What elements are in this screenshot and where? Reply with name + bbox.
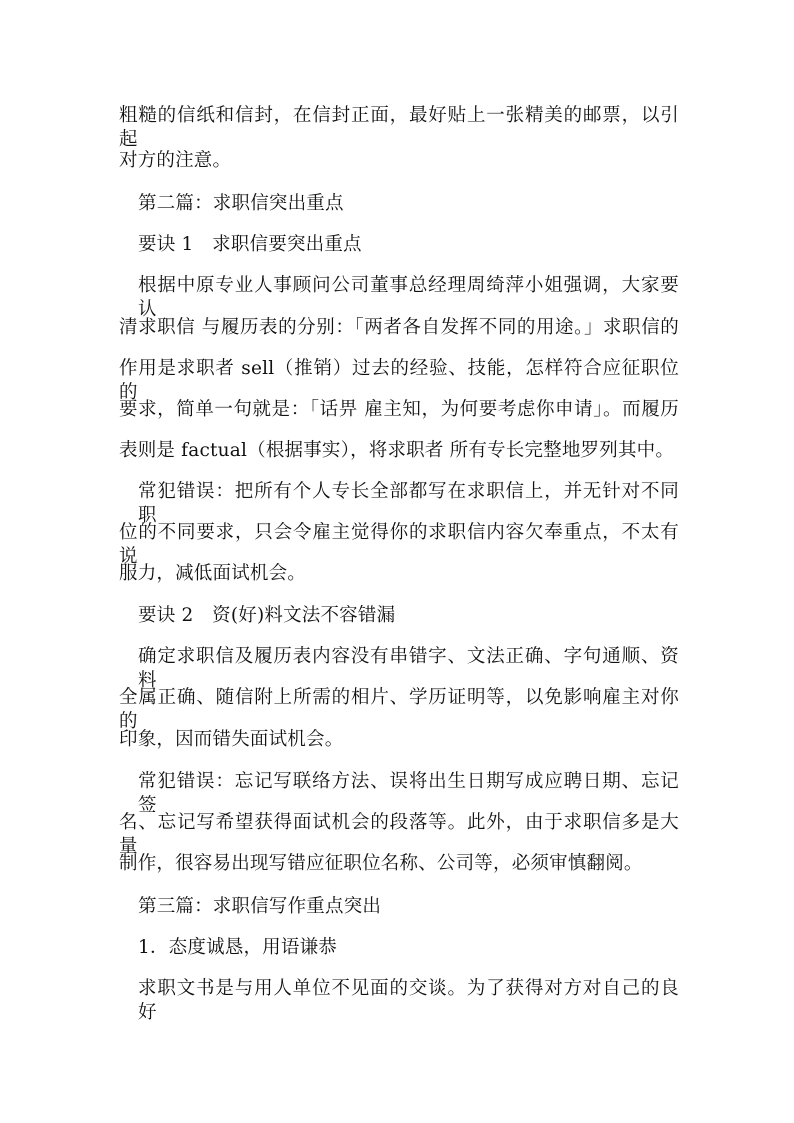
section-heading: 第二篇：求职信突出重点 — [138, 193, 344, 214]
section-heading: 第三篇：求职信写作重点突出 — [138, 896, 382, 917]
body-text-line: 常犯错误：把所有个人专长全部都写在求职信上，并无针对不同职 — [138, 481, 679, 526]
subsection-heading: 要诀 2 资(好)料文法不容错漏 — [138, 605, 396, 626]
body-text-line: 全属正确、随信附上所需的相片、学历证明等，以免影响雇主对你的 — [119, 687, 679, 732]
body-text-line: 根据中原专业人事顾问公司董事总经理周绮萍小姐强调，大家要认 — [138, 275, 679, 320]
body-text-line: 名、忘记写希望获得面试机会的段落等。此外，由于求职信多是大量 — [119, 812, 679, 857]
subsection-heading: 要诀 1 求职信要突出重点 — [138, 234, 362, 255]
list-heading: 1．态度诚恳，用语谦恭 — [138, 937, 337, 958]
body-text-line: 常犯错误：忘记写联络方法、误将出生日期写成应聘日期、忘记签 — [138, 771, 679, 816]
body-text-line: 粗糙的信纸和信封，在信封正面，最好贴上一张精美的邮票，以引起 — [119, 105, 679, 150]
body-text-line: 确定求职信及履历表内容没有串错字、文法正确、字句通顺、资料 — [138, 646, 679, 691]
body-text-line: 作用是求职者 sell（推销）过去的经验、技能，怎样符合应征职位的 — [119, 358, 679, 403]
body-text-line: 表则是 factual（根据事实），将求职者 所有专长完整地罗列其中。 — [119, 440, 675, 461]
body-text-line: 位的不同要求，只会令雇主觉得你的求职信内容欠奉重点，不太有说 — [119, 522, 679, 567]
body-text-line: 清求职信 与履历表的分别：「两者各自发挥不同的用途。」求职信的 — [119, 317, 679, 338]
body-text-line: 对方的注意。 — [119, 150, 232, 171]
body-text-line: 服力，减低面试机会。 — [119, 563, 307, 584]
body-text-line: 要求，简单一句就是：「话畀 雇主知，为何要考虑你申请」。而履历 — [119, 399, 679, 420]
body-text-line: 求职文书是与用人单位不见面的交谈。为了获得对方对自己的良好 — [138, 978, 679, 1023]
body-text-line: 制作，很容易出现写错应征职位名称、公司等，必须审慎翻阅。 — [119, 853, 643, 874]
body-text-line: 印象，因而错失面试机会。 — [119, 729, 344, 750]
